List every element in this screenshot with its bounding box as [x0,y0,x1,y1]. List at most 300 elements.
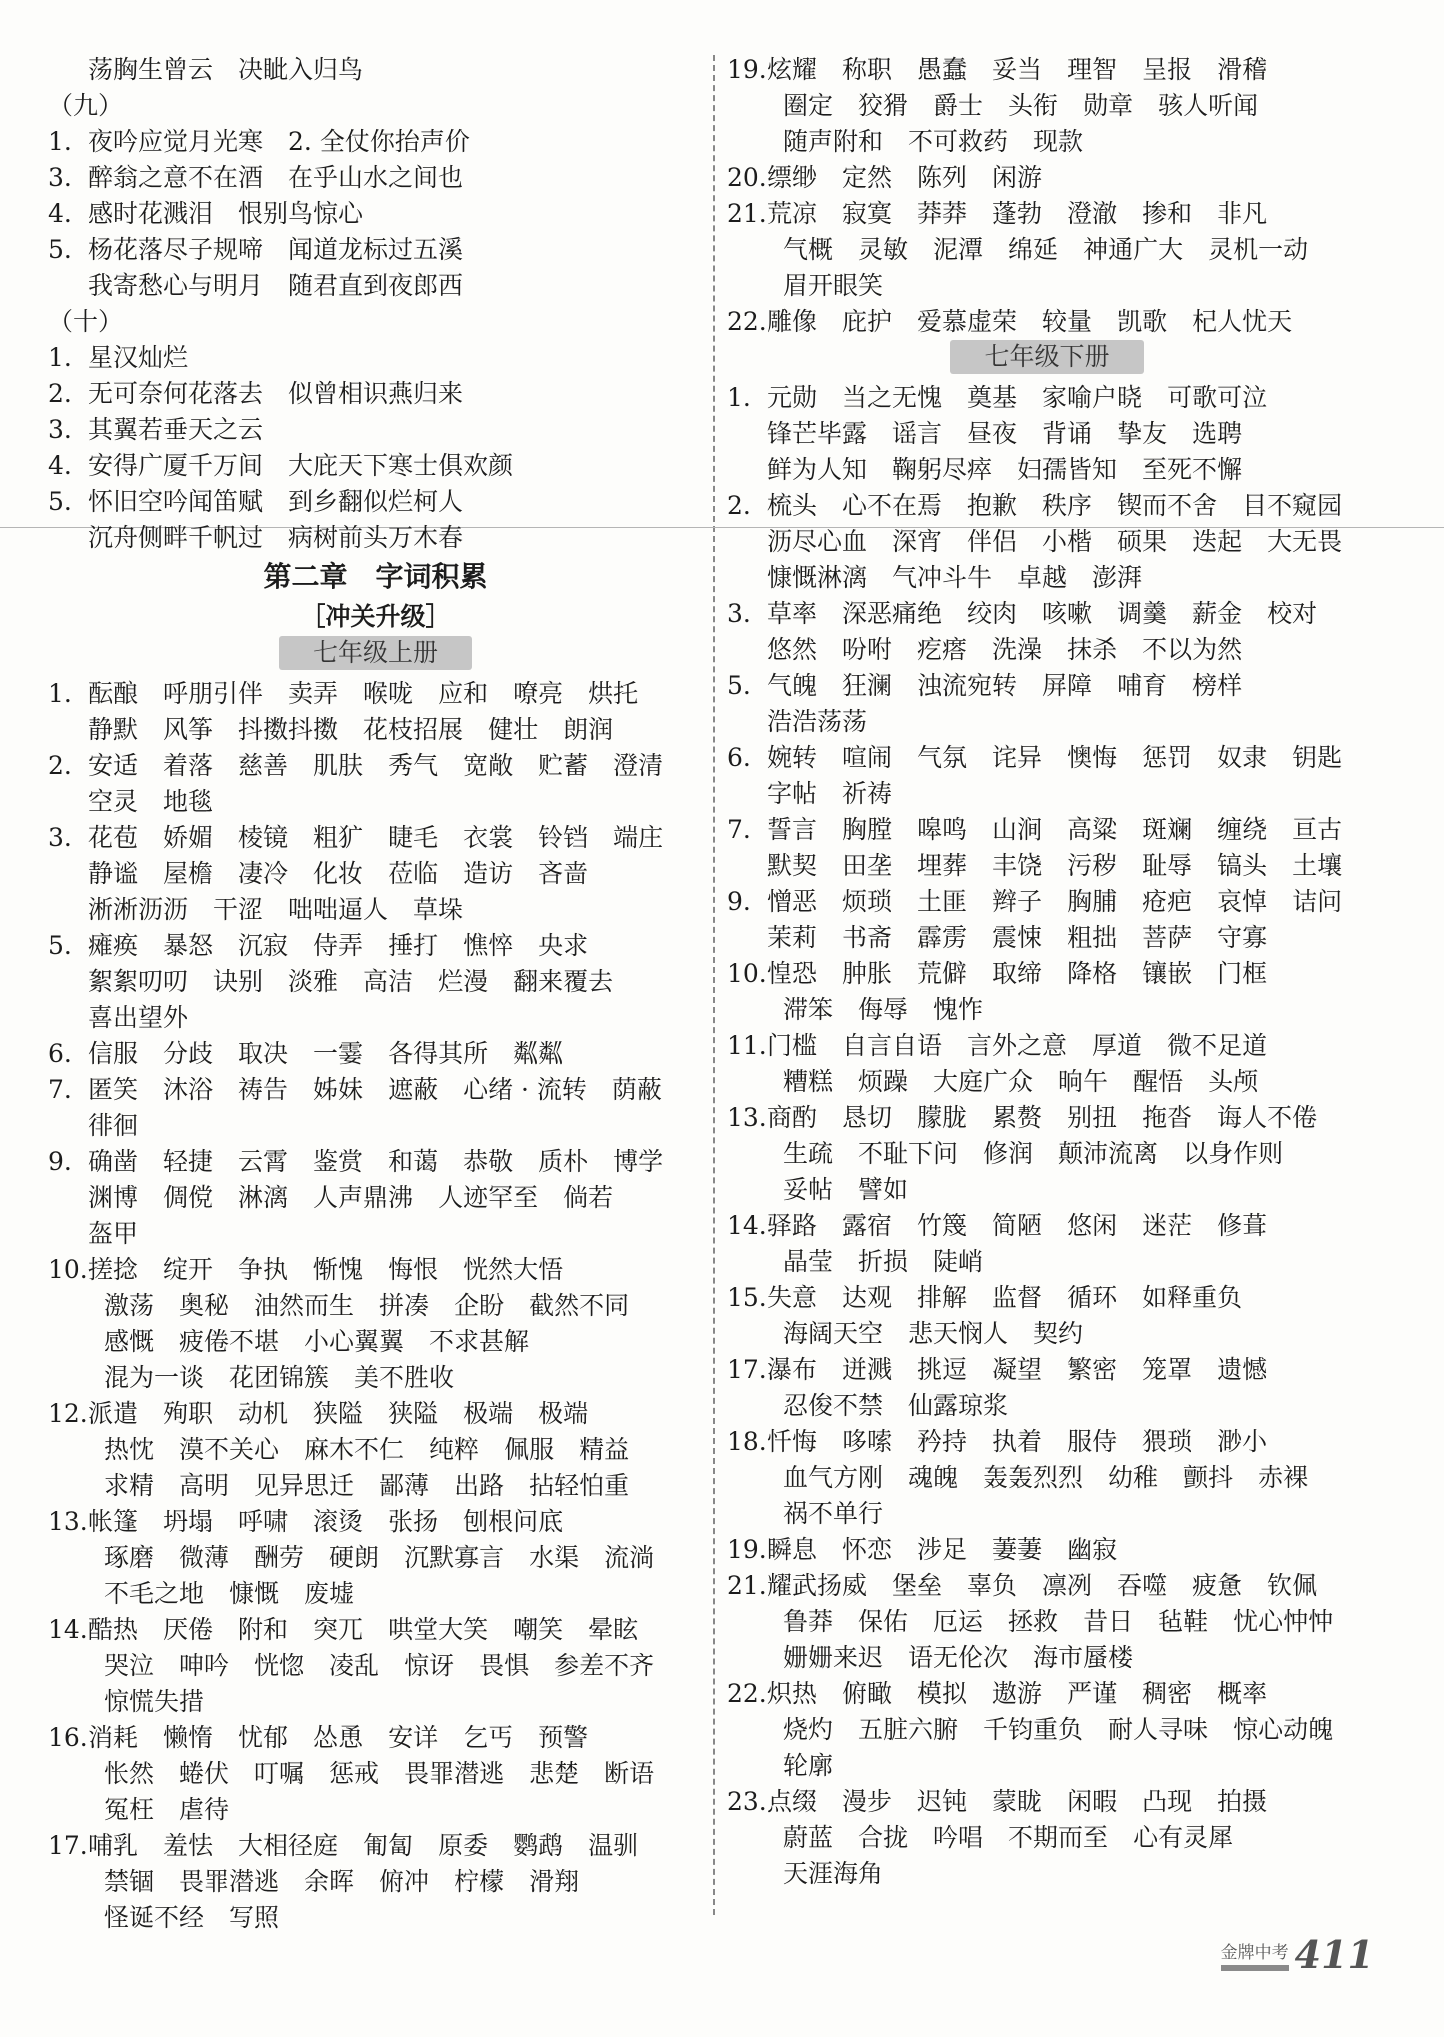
item-number: 14. [48,1615,88,1644]
item-number: 6. [48,1039,72,1068]
page-number: 411 [1294,1932,1374,1977]
item-number: 23. [727,1787,767,1816]
vocab-word: 疙瘩 [917,635,968,664]
section-number: （九） [48,91,124,120]
vocab-word: 肿胀 [842,959,893,988]
item-number: 14. [727,1211,767,1240]
item-number: 1. [48,343,72,372]
vocab-word: 瘫痪 [88,931,139,960]
vocab-item [48,1252,703,1288]
vocab-item [727,160,1367,196]
vocab-word: 沐浴 [163,1075,214,1104]
vocab-word: 匍匐 [363,1831,414,1860]
vocab-word: 空灵 [88,787,139,816]
vocab-word: 缠绕 [1217,815,1268,844]
vocab-word: 鞠躬尽瘁 [892,455,993,484]
vocab-word: 挑逗 [917,1355,968,1384]
vocab-word: 废墟 [304,1579,355,1608]
vocab-item [727,304,1367,340]
vocab-word: 门框 [1217,959,1268,988]
vocab-word: 娇媚 [163,823,214,852]
vocab-word: 镐头 [1217,851,1268,880]
vocab-word: 厄运 [933,1607,984,1636]
vocab-word: 动机 [238,1399,289,1428]
vocab-word: 诲人不倦 [1217,1103,1318,1132]
vocab-word: 丰饶 [992,851,1043,880]
vocab-word: 愚蠢 [917,55,968,84]
vocab-word: 非凡 [1217,199,1268,228]
vocab-word: 沉默寡言 [404,1543,505,1572]
vocab-word: 渺小 [1217,1427,1268,1456]
vocab-word: 书斋 [842,923,893,952]
item-number: 1. [48,679,72,708]
vocab-item-continued [727,1640,1367,1676]
vocab-word: 晌午 [1058,1067,1109,1096]
vocab-word: 妥帖 [783,1175,834,1204]
vocab-word: 恳切 [842,1103,893,1132]
vocab-word: 如释重负 [1142,1283,1243,1312]
vocab-word: 畏惧 [479,1651,530,1680]
vocab-word: 服侍 [1067,1427,1118,1456]
vocab-word: 悠闲 [1067,1211,1118,1240]
vocab-word: 哺乳 [88,1831,139,1860]
item-number: 19. [727,55,767,84]
vocab-word: 矜持 [917,1427,968,1456]
vocab-word: 契约 [1033,1319,1084,1348]
vocab-word: 憔悴 [463,931,514,960]
vocab-word: 病树前头万木春 [288,523,464,552]
vocab-item [48,748,703,784]
vocab-word: 锲而不舍 [1117,491,1218,520]
vocab-item-continued [727,704,1367,740]
vocab-word: 乞丐 [463,1723,514,1752]
vocab-word: 鄙薄 [379,1471,430,1500]
vocab-word: 疮疤 [1142,887,1193,916]
vocab-word: 淡雅 [288,967,339,996]
vocab-word: 宽敞 [463,751,514,780]
item-number: 7. [727,815,751,844]
vocab-word: 惩罚 [1142,743,1193,772]
vocab-word: 霹雳 [917,923,968,952]
vocab-word: 血气方刚 [783,1463,884,1492]
vocab-item [48,232,703,268]
vocab-word: 畏罪潜逃 [179,1867,280,1896]
item-number: 3. [48,823,72,852]
item-number: 22. [727,1679,767,1708]
vocab-word: 悲天悯人 [908,1319,1009,1348]
vocab-word: 油然而生 [254,1291,355,1320]
vocab-word: 慷慨 [229,1579,280,1608]
vocab-word: 头衔 [1008,91,1059,120]
vocab-item [727,1568,1367,1604]
vocab-item-continued [48,1432,703,1468]
vocab-word: 绞肉 [967,599,1018,628]
vocab-word: 凸现 [1142,1787,1193,1816]
vocab-item-continued [48,1216,703,1252]
vocab-word: 和蔼 [388,1147,439,1176]
vocab-word: 呈报 [1142,55,1193,84]
vocab-word: 轰轰烈烈 [983,1463,1084,1492]
vocab-word: 五脏六腑 [858,1715,959,1744]
vocab-item-continued [727,1460,1367,1496]
item-number: 4. [48,199,72,228]
vocab-item-continued [48,856,703,892]
vocab-word: 倘若 [563,1183,614,1212]
vocab-item [48,376,703,412]
vocab-word: 门槛 [767,1031,818,1060]
vocab-word: 贮蓄 [538,751,589,780]
vocab-word: 家喻户晓 [1042,383,1143,412]
vocab-word: 热忱 [104,1435,155,1464]
vocab-word: 各得其所 [388,1039,489,1068]
vocab-word: 蔚蓝 [783,1823,834,1852]
vocab-word: 耻辱 [1142,851,1193,880]
vocab-word: 莅临 [388,859,439,888]
vocab-word: 人迹罕至 [438,1183,539,1212]
vocab-word: 派遣 [88,1399,139,1428]
vocab-word: 茉莉 [767,923,818,952]
vocab-word: 大无畏 [1267,527,1343,556]
vocab-item [727,1676,1367,1712]
vocab-word: 心绪 · 流转 [463,1075,587,1104]
vocab-word: 安详 [388,1723,439,1752]
vocab-word: 朗润 [563,715,614,744]
vocab-word: 雕像 [767,307,818,336]
vocab-word: 遮蔽 [388,1075,439,1104]
vocab-word: 遗憾 [1217,1355,1268,1384]
vocab-word: 极端 [538,1399,589,1428]
vocab-word: 荫蔽 [611,1075,662,1104]
vocab-word: 可歌可泣 [1167,383,1268,412]
vocab-word: 着落 [163,751,214,780]
vocab-word: 淅淅沥沥 [88,895,189,924]
item-number: 1. [727,383,751,412]
vocab-word: 懒惰 [163,1723,214,1752]
vocab-word: 企盼 [454,1291,505,1320]
vocab-word: 徘徊 [88,1111,139,1140]
vocab-word: 以身作则 [1183,1139,1284,1168]
vocab-word: 不可救药 [908,127,1009,156]
vocab-item [727,380,1367,416]
vocab-word: 棱镜 [238,823,289,852]
vocab-item-continued [727,1748,1367,1784]
vocab-word: 当之无愧 [842,383,943,412]
vocab-word: 失意 [767,1283,818,1312]
vocab-word: 骇人听闻 [1158,91,1259,120]
vocab-word: 冤枉 [104,1795,155,1824]
item-number: 10. [727,959,767,988]
vocab-word: 洗澡 [992,635,1043,664]
vocab-word: 拖沓 [1142,1103,1193,1132]
vocab-item [48,412,703,448]
vocab-word: 滚烫 [313,1507,364,1536]
vocab-word: 花苞 [88,823,139,852]
vocab-item-continued [727,1172,1367,1208]
vocab-word: 言外之意 [967,1031,1068,1060]
vocab-word: 烂漫 [438,967,489,996]
vocab-item [727,1028,1367,1064]
vocab-word: 狭隘 [313,1399,364,1428]
vocab-word: 杨花落尽子规啼 [88,235,264,264]
vocab-word: 混为一谈 [104,1363,205,1392]
vocab-word: 生疏 [783,1139,834,1168]
item-number: 11. [727,1031,767,1060]
vocab-word: 端庄 [613,823,664,852]
vocab-word: 一霎 [313,1039,364,1068]
item-number: 21. [727,199,767,228]
vocab-word: 消耗 [88,1723,139,1752]
vocab-item [727,1208,1367,1244]
vocab-word: 狂澜 [842,671,893,700]
vocab-word: 屋檐 [163,859,214,888]
vocab-word: 土壤 [1292,851,1343,880]
vocab-word: 祸不单行 [783,1499,884,1528]
vocab-word: 天涯海角 [783,1859,884,1888]
vocab-word: 修葺 [1217,1211,1268,1240]
vocab-word: 不以为然 [1142,635,1243,664]
column-divider [713,55,715,1915]
vocab-word: 确凿 [88,1147,139,1176]
vocab-word: 较量 [1042,307,1093,336]
vocab-word: 锋芒毕露 [767,419,868,448]
vocab-word: 遨游 [992,1679,1043,1708]
vocab-item [727,740,1367,776]
vocab-item-continued [727,1712,1367,1748]
vocab-word: 草垛 [413,895,464,924]
vocab-word: 震悚 [992,923,1043,952]
vocab-word: 折损 [858,1247,909,1276]
vocab-word: 睫毛 [388,823,439,852]
vocab-item-continued [48,1000,703,1036]
vocab-word: 迟钝 [917,1787,968,1816]
vocab-word: 铃铛 [538,823,589,852]
vocab-word: 奴隶 [1217,743,1268,772]
item-number: 19. [727,1535,767,1564]
vocab-word: 荒僻 [917,959,968,988]
vocab-word: 魂魄 [908,1463,959,1492]
vocab-word: 预警 [538,1723,589,1752]
vocab-word: 极端 [463,1399,514,1428]
vocab-word: 造访 [463,859,514,888]
vocab-word: 微薄 [179,1543,230,1572]
vocab-word: 自言自语 [842,1031,943,1060]
vocab-word: 气氛 [917,743,968,772]
vocab-item-continued [727,1388,1367,1424]
vocab-word: 钦佩 [1267,1571,1318,1600]
vocab-word: 呻吟 [179,1651,230,1680]
vocab-word: 佩服 [504,1435,555,1464]
vocab-word: 淋漓 [238,1183,289,1212]
vocab-item-continued [48,1288,703,1324]
vocab-item [48,1612,703,1648]
vocab-word: 别扭 [1067,1103,1118,1132]
vocab-item [48,1504,703,1540]
vocab-item-continued [727,88,1367,124]
vocab-word: 侮辱 [858,995,909,1024]
vocab-word: 定然 [842,163,893,192]
vocab-word: 高粱 [1067,815,1118,844]
vocab-word: 辜负 [967,1571,1018,1600]
vocab-word: 污秽 [1067,851,1118,880]
vocab-item [727,488,1367,524]
vocab-word: 陈列 [917,163,968,192]
vocab-word: 庇护 [842,307,893,336]
vocab-word: 呼朋引伴 [163,679,264,708]
vocab-word: 称职 [842,55,893,84]
vocab-word: 模拟 [917,1679,968,1708]
vocab-item-continued [48,1900,703,1936]
vocab-word: 稠密 [1142,1679,1193,1708]
vocab-item-continued [48,712,703,748]
vocab-word: 胸脯 [1067,887,1118,916]
vocab-word: 酷热 [88,1615,139,1644]
vocab-item-continued [727,124,1367,160]
item-number: 18. [727,1427,767,1456]
vocab-word: 呼啸 [238,1507,289,1536]
vocab-word: 酝酿 [88,679,139,708]
vocab-item-continued [48,784,703,820]
vocab-word: 决眦入归鸟 [238,55,364,84]
vocab-word: 薪金 [1192,599,1243,628]
vocab-word: 语无伦次 [908,1643,1009,1672]
vocab-word: 夜吟应觉月光寒 [88,127,264,156]
vocab-item [727,956,1367,992]
vocab-word: 恭敬 [463,1147,514,1176]
item-number: 15. [727,1283,767,1312]
vocab-word: 幽寂 [1067,1535,1118,1564]
item-number: 17. [727,1355,767,1384]
vocab-word: 笼罩 [1142,1355,1193,1384]
vocab-word: 温驯 [588,1831,639,1860]
vocab-word: 闲暇 [1067,1787,1118,1816]
vocab-word: 秀气 [388,751,439,780]
vocab-word: 祈祷 [842,779,893,808]
vocab-item [48,1720,703,1756]
vocab-word: 安得广厦千万间 [88,451,264,480]
vocab-word: 榜样 [1192,671,1243,700]
vocab-word: 心不在焉 [842,491,943,520]
vocab-word: 哀悼 [1217,887,1268,916]
vocab-item-continued [727,920,1367,956]
vocab-word: 蒙眬 [992,1787,1043,1816]
vocab-item-continued [727,452,1367,488]
vocab-word: 大庭广众 [933,1067,1034,1096]
vocab-word: 厌倦 [163,1615,214,1644]
vocab-word: 俯冲 [379,1867,430,1896]
vocab-item-continued [48,1756,703,1792]
vocab-word: 埋葬 [917,851,968,880]
vocab-word: 疲惫 [1192,1571,1243,1600]
vocab-word: 妇孺皆知 [1017,455,1118,484]
vocab-word: 捶打 [388,931,439,960]
vocab-word: 肌肤 [313,751,364,780]
item-number: 16. [48,1723,88,1752]
vocab-item-continued [48,1360,703,1396]
vocab-word: 喧闹 [842,743,893,772]
vocab-word: 仙露琼浆 [908,1391,1009,1420]
vocab-word: 轮廓 [783,1751,834,1780]
vocab-item-continued [48,1324,703,1360]
grade-label: 七年级上册 [279,636,472,670]
vocab-word: 星汉灿烂 [88,343,189,372]
vocab-word: 默契 [767,851,818,880]
vocab-word: 譬如 [858,1175,909,1204]
vocab-word: 繁密 [1067,1355,1118,1384]
vocab-word: 灵敏 [858,235,909,264]
vocab-word: 纯粹 [429,1435,480,1464]
vocab-word: 背诵 [1042,419,1093,448]
section-number: （十） [48,307,124,336]
vocab-word: 倜傥 [163,1183,214,1212]
vocab-word: 浊流宛转 [917,671,1018,700]
item-number: 3. [48,415,72,444]
vocab-word: 萋萋 [992,1535,1043,1564]
vocab-word: 小楷 [1042,527,1093,556]
vocab-word: 凝望 [992,1355,1043,1384]
vocab-word: 昼夜 [967,419,1018,448]
vocab-word: 凯歌 [1117,307,1168,336]
vocab-word: 调羹 [1117,599,1168,628]
vocab-word: 惶恐 [767,959,818,988]
vocab-item [48,1072,703,1108]
item-number: 22. [727,307,767,336]
vocab-word: 小心翼翼 [304,1327,405,1356]
vocab-word: 惭愧 [313,1255,364,1284]
vocab-word: 硬朗 [329,1543,380,1572]
vocab-word: 醒悟 [1133,1067,1184,1096]
vocab-word: 麻木不仁 [304,1435,405,1464]
vocab-word: 严谨 [1067,1679,1118,1708]
vocab-word: 梳头 [767,491,818,520]
vocab-word: 凛冽 [1042,1571,1093,1600]
item-number: 5. [727,671,751,700]
vocab-word: 烦琐 [842,887,893,916]
vocab-word: 海市蜃楼 [1033,1643,1134,1672]
vocab-word: 奥秘 [179,1291,230,1320]
vocab-word: 哭泣 [104,1651,155,1680]
vocab-word: 花枝招展 [363,715,464,744]
item-number: 13. [48,1507,88,1536]
vocab-word: 达观 [842,1283,893,1312]
vocab-word: 深宵 [892,527,943,556]
vocab-item [48,1036,703,1072]
item-number: 20. [727,163,767,192]
vocab-word: 无可奈何花落去 [88,379,264,408]
vocab-item-continued [727,1604,1367,1640]
vocab-word: 感时花溅泪 [88,199,214,228]
vocab-word: 渊博 [88,1183,139,1212]
vocab-word: 抹杀 [1067,635,1118,664]
vocab-word: 随君直到夜郎西 [288,271,464,300]
vocab-word: 似曾相识燕归来 [288,379,464,408]
vocab-word: 拍摄 [1217,1787,1268,1816]
vocab-item [48,820,703,856]
vocab-word: 附和 [238,1615,289,1644]
vocab-word: 微不足道 [1167,1031,1268,1060]
vocab-word: 字帖 [767,779,818,808]
vocab-word: 亘古 [1292,815,1343,844]
vocab-word: 我寄愁心与明月 [88,271,264,300]
vocab-word: 钥匙 [1292,743,1343,772]
vocab-word: 见异思迁 [254,1471,355,1500]
vocab-word: 婉转 [767,743,818,772]
vocab-word: 掺和 [1142,199,1193,228]
vocab-item-continued [48,1108,703,1144]
vocab-word: 美不胜收 [354,1363,455,1392]
vocab-item-continued [727,848,1367,884]
vocab-word: 猥琐 [1142,1427,1193,1456]
vocab-word: 校对 [1267,599,1318,628]
